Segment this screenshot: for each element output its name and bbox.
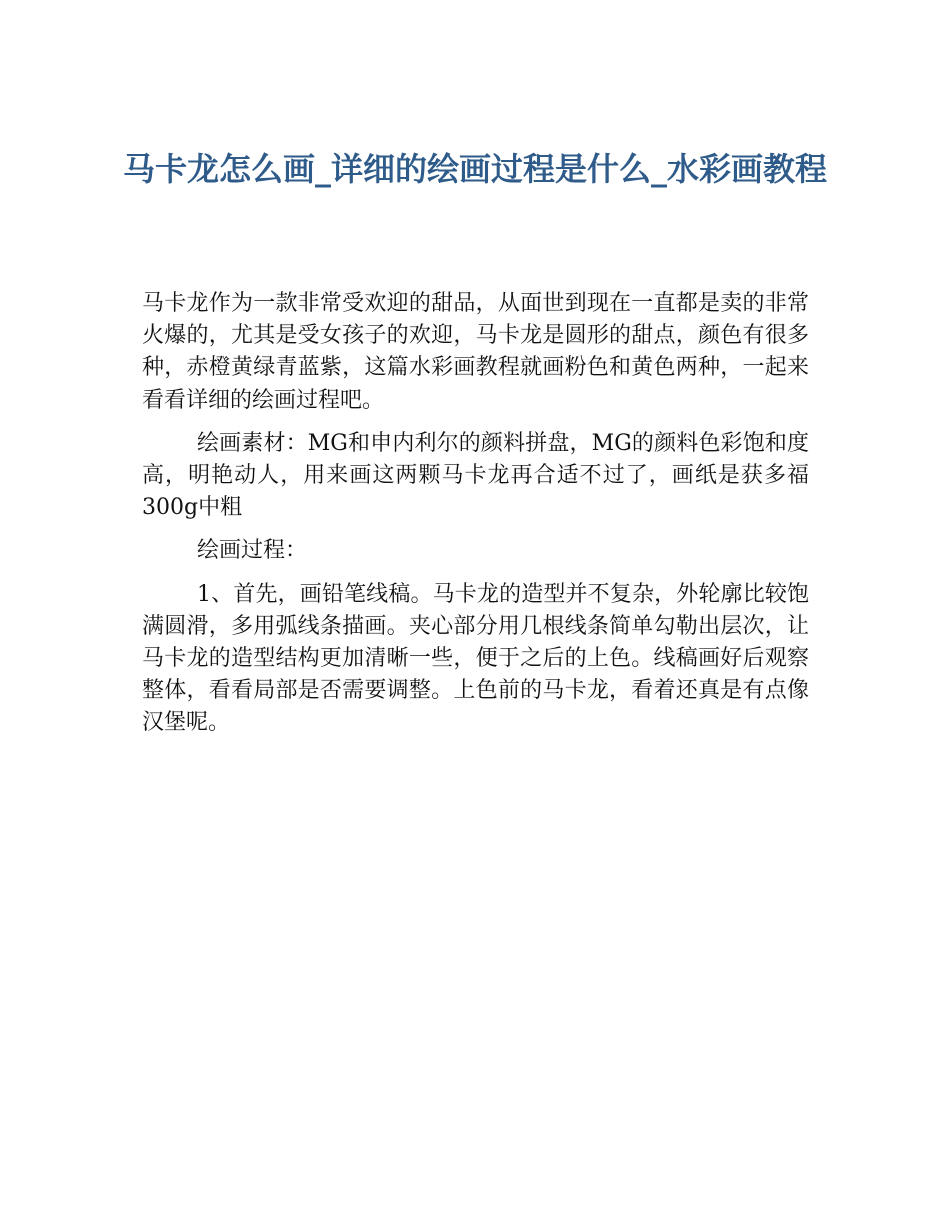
document-body: [142, 288, 809, 751]
process-heading: 绘画过程：: [197, 538, 308, 564]
intro-paragraph: 马卡龙作为一款非常受欢迎的甜品，从面世到现在一直都是卖的非常火爆的，尤其是受女孩子的欢迎，马卡龙是圆形的甜点，颜色有很多种，赤橙黄绿青蓝紫，这篇水彩画教程就画粉色和黄色两种，一起来看看详细的绘画过程吧。: [142, 291, 809, 413]
document-title: 马卡龙怎么画_详细的绘画过程是什么_水彩画教程: [122, 150, 827, 188]
materials-paragraph: 绘画素材：MG和申内利尔的颜料拼盘，MG的颜料色彩饱和度高，明艳动人，用来画这两颗马卡龙再合适不过了，画纸是获多福300g中粗: [142, 430, 809, 521]
step-1-paragraph: 1、首先，画铅笔线稿。马卡龙的造型并不复杂，外轮廓比较饱满圆滑，多用弧线条描画。夹心部分用几根线条简单勾勒出层次，让马卡龙的造型结构更加清晰一些，便于之后的上色。线稿画好后观察整体，看看局部是否需要调整。上色前的马卡龙，看着还真是有点像汉堡呢。: [142, 581, 809, 736]
